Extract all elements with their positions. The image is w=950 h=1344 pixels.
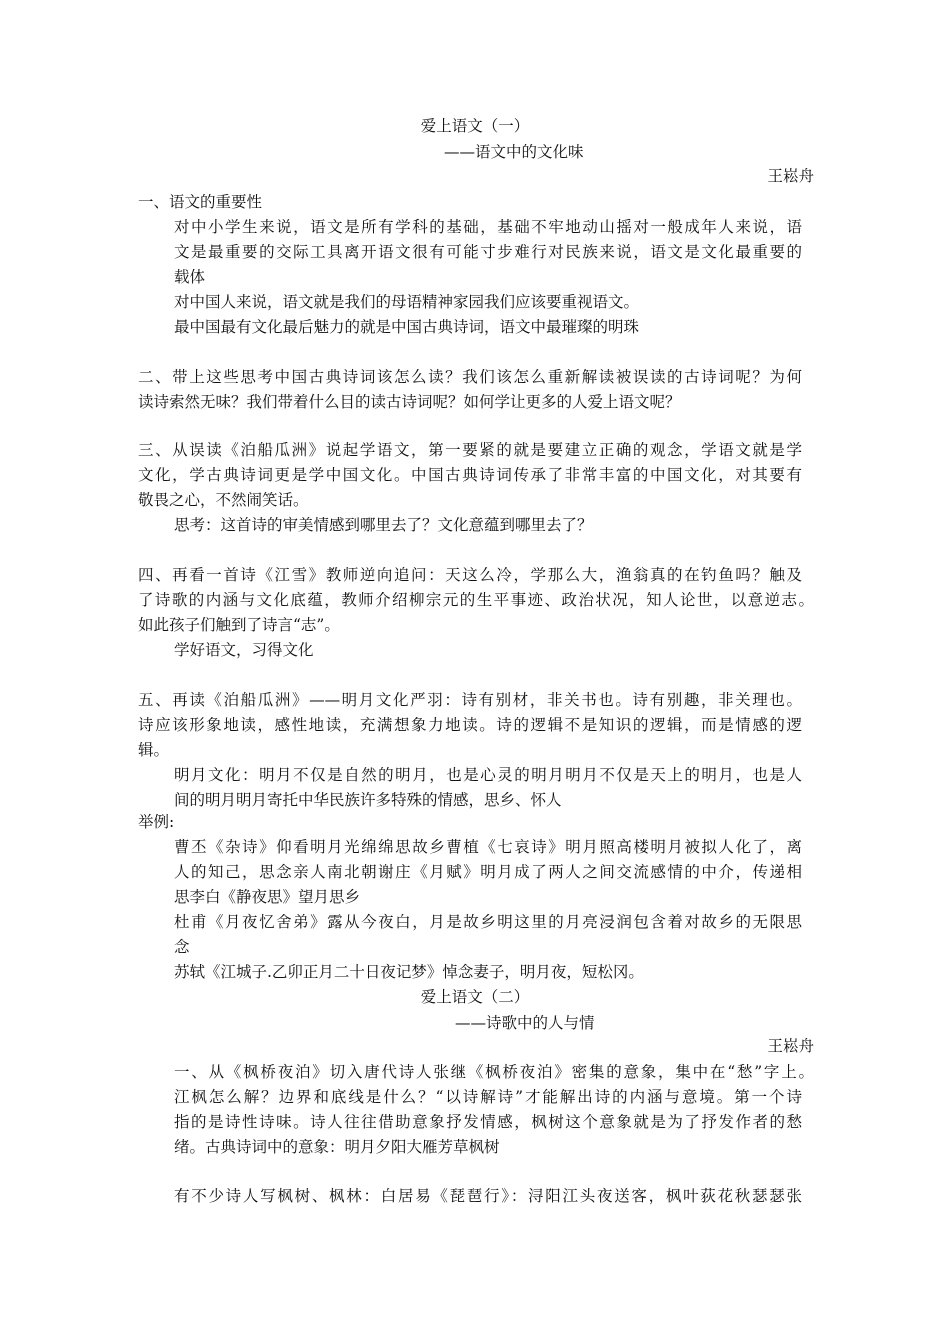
example-line: 思李白《静夜思》望月思乡: [174, 888, 361, 906]
doc1-author: 王崧舟: [767, 167, 814, 185]
examples-label: 举例:: [138, 813, 175, 831]
doc2-author: 王崧舟: [767, 1037, 814, 1055]
section-5-line: 五、再读《泊船瓜洲》——明月文化严羽：诗有别材，非关书也。诗有别趣，非关理也。: [138, 691, 802, 709]
doc2-paragraph-line: 绪。古典诗词中的意象：明月夕阳大雁芳草枫树: [174, 1138, 500, 1156]
section-2-line: 二、带上这些思考中国古典诗词该怎么读？我们该怎么重新解读被误读的古诗词呢？为何: [138, 368, 802, 386]
section-1-heading: 一、语文的重要性: [138, 193, 263, 211]
section-1-paragraph: 最中国最有文化最后魅力的就是中国古典诗词，语文中最璀璨的明珠: [174, 318, 640, 336]
section-1-paragraph: 对中国人来说，语文就是我们的母语精神家园我们应该要重视语文。: [174, 293, 640, 311]
section-1-paragraph-line: 文是最重要的交际工具离开语文很有可能寸步难行对民族来说，语文是文化最重要的: [174, 243, 802, 261]
example-line: 人的知己，思念亲人南北朝谢庄《月赋》明月成了两人之间交流感情的中介，传递相: [174, 863, 802, 881]
section-4-line: 如此孩子们触到了诗言“志”。: [138, 616, 340, 634]
section-4-line: 了诗歌的内涵与文化底蕴，教师介绍柳宗元的生平事迹、政治状况，知人论世，以意逆志。: [138, 591, 814, 609]
section-5-moon-line: 间的明月明月寄托中华民族许多特殊的情感，思乡、怀人: [174, 791, 562, 809]
section-1-paragraph-line: 对中小学生来说，语文是所有学科的基础，基础不牢地动山摇对一般成年人来说，语: [174, 218, 802, 236]
section-3-line: 三、从误读《泊船瓜洲》说起学语文，第一要紧的就是要建立正确的观念，学语文就是学: [138, 441, 802, 459]
doc2-title: 爱上语文（二）: [420, 988, 530, 1006]
section-5-line: 诗应该形象地读，感性地读，充满想象力地读。诗的逻辑不是知识的逻辑，而是情感的逻: [138, 716, 802, 734]
example-line: 苏轼《江城子.乙卯正月二十日夜记梦》悼念妻子，明月夜，短松冈。: [174, 963, 644, 981]
section-4-line: 四、再看一首诗《江雪》教师逆向追问：天这么冷，学那么大，渔翁真的在钓鱼吗？触及: [138, 566, 802, 584]
doc2-paragraph-line: 一、从《枫桥夜泊》切入唐代诗人张继《枫桥夜泊》密集的意象，集中在“愁”字上。: [174, 1063, 814, 1081]
doc2-paragraph-line: 江枫怎么解？边界和底线是什么？“以诗解诗”才能解出诗的内涵与意境。第一个诗: [174, 1088, 802, 1106]
section-3-line: 敬畏之心，不然闹笑话。: [138, 491, 309, 509]
section-5-moon-line: 明月文化：明月不仅是自然的明月，也是心灵的明月明月不仅是天上的明月，也是人: [174, 766, 802, 784]
doc2-paragraph-line: 指的是诗性诗味。诗人往往借助意象抒发情感，枫树这个意象就是为了抒发作者的愁: [174, 1113, 802, 1131]
doc1-subtitle: ——语文中的文化味: [444, 143, 584, 161]
doc2-subtitle: ——诗歌中的人与情: [455, 1014, 595, 1032]
section-2-line: 读诗索然无味？我们带着什么目的读古诗词呢？如何学让更多的人爱上语文呢？: [138, 393, 681, 411]
section-1-paragraph-line: 载体: [174, 268, 206, 286]
example-line: 念: [174, 938, 190, 956]
section-3-think: 思考：这首诗的审美情感到哪里去了？文化意蕴到哪里去了？: [174, 516, 593, 534]
example-line: 曹丕《杂诗》仰看明月光绵绵思故乡曹植《七哀诗》明月照高楼明月被拟人化了，离: [174, 838, 802, 856]
section-4-paragraph: 学好语文，习得文化: [174, 641, 314, 659]
doc1-title: 爱上语文（一）: [420, 117, 530, 135]
section-3-line: 文化，学古典诗词更是学中国文化。中国古典诗词传承了非常丰富的中国文化，对其要有: [138, 466, 802, 484]
section-5-line: 辑。: [138, 741, 170, 759]
doc2-paragraph-line: 有不少诗人写枫树、枫林：白居易《琵琶行》：浔阳江头夜送客，枫叶荻花秋瑟瑟张: [174, 1187, 802, 1205]
example-line: 杜甫《月夜忆舍弟》露从今夜白，月是故乡明这里的月亮浸润包含着对故乡的无限思: [174, 913, 802, 931]
